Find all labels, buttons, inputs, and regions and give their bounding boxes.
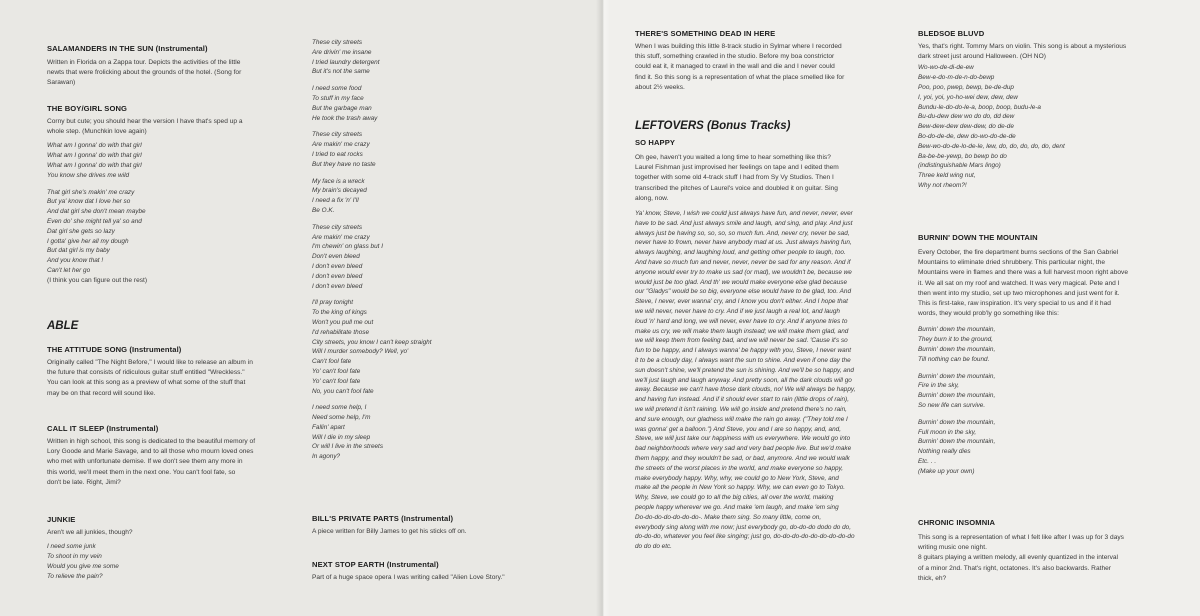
text-line: Burnin' down the mountain, (918, 418, 996, 426)
attitude-section (47, 345, 253, 399)
text-line: fun to be happy, and I always wanna' be happy with you, Steve, I never want (635, 347, 852, 355)
text-line: Burnin' down the mountain, (918, 326, 996, 334)
text-line: Lory Goode and Marie Savage, and to all those who mourn loved ones (47, 448, 254, 456)
callitsleep-section (47, 424, 255, 488)
song-note: A piece written for Billy James to get his sticks off on. (312, 528, 467, 535)
text-line: Bundu-le-do-do-le-a, boop, boop, budu-le-a (918, 103, 1041, 111)
lyrics-stanza (635, 209, 855, 552)
song-note (47, 358, 253, 399)
song-note (918, 533, 1124, 584)
somethingdead-section (635, 29, 844, 93)
text-line: Written in high school, this song is dedicated to the beautiful memory of (47, 438, 256, 445)
text-line: we will pretend it isn't raining. We will go inside and pretend there's no rain, (635, 405, 847, 413)
song-note (47, 117, 243, 137)
text-line: Ba-be-be-yewp, bo bewp bo do (918, 152, 1007, 160)
boygirl-section (47, 104, 243, 286)
text-line: Yes, that's right. Tommy Mars on violin. This song is about a mysterious (918, 43, 1127, 50)
text-line: Steve, we will just take our happiness with us everywhere. We would go into (635, 435, 851, 443)
text-line: of a minor 2nd. That's right, octatones. It's also backwards. Rather (918, 564, 1111, 572)
text-line: But the garbage man (312, 104, 372, 112)
text-line: Laurel Fishman just improvised her feelings on tape and I edited them (635, 164, 839, 172)
text-line: the streets of the worst places in the world, and make everyone so happy, (635, 464, 844, 472)
album-title: ABLE (47, 320, 79, 332)
text-line: do do do etc. (635, 543, 672, 551)
text-line: Till nothing can be found. (918, 355, 990, 363)
text-line: You can look at this song as a preview of what some of the stuff that (47, 379, 246, 387)
text-line: was gonna' get a balloon.") And Steve, you and I are so happy, and, and, (635, 425, 842, 433)
text-line: I need a fix 'n' I'll (312, 197, 359, 205)
song-title: SO HAPPY (635, 138, 676, 147)
text-line: Need some help, I'm (312, 414, 371, 422)
text-line: And you know that ! (47, 257, 104, 265)
song-note (47, 58, 241, 89)
text-line: These city streets (312, 223, 363, 231)
text-line: everybody sing along with me now; just everybody go, do-do-do dodo do do, (635, 523, 851, 531)
text-line: about 2½ weeks. (635, 83, 685, 91)
text-line: the future that consists of ridiculous guitar stuff entitled "Wreckless." (47, 369, 245, 377)
text-line: That girl she's makin' me crazy (47, 188, 135, 196)
text-line: Are drivin' me insane (312, 48, 372, 56)
text-line: Are makin' me crazy (312, 141, 370, 149)
text-line: make all the people in New York so happy. Why, we can even go to Tokyo. (635, 484, 846, 492)
text-line: Nothing really dies (918, 448, 971, 456)
text-line: Why, Steve, we could go to all the big cities, all over the world, making (635, 494, 834, 502)
text-line: I need some food (312, 85, 362, 93)
song-aside: (I think you can figure out the rest) (47, 276, 148, 284)
album-heading-able (47, 319, 78, 333)
lyrics-stanza (47, 141, 243, 180)
text-line: I gotta' give her all my dough (47, 237, 129, 245)
song-title: CHRONIC INSOMNIA (918, 518, 996, 527)
song-note: Part of a huge space opera I was writing called "Alien Love Story." (312, 574, 505, 581)
text-line: Steve, I never, ever wanna' cry, and I know you don't either. And I hope that (635, 298, 848, 306)
sohappy-section (635, 138, 855, 552)
text-line: My face is a wreck (312, 177, 365, 185)
text-line: I need some help, I (312, 404, 367, 412)
text-line: And have so much fun and never, never, never be sad for any reason. And if (635, 259, 851, 266)
lyrics-stanza (312, 298, 432, 396)
song-title: THERE'S SOMETHING DEAD IN HERE (635, 29, 776, 38)
text-line: Full moon in the sky, (918, 428, 977, 436)
text-line: I tried laundry detergent (312, 58, 380, 66)
text-line: Bew-wo-do-de-lo-de-le, lew, do, do, do, do, do, dent (918, 142, 1065, 150)
text-line: dark street just around Halloween. (OH NO) (918, 53, 1046, 61)
lyrics-stanza (918, 325, 1128, 364)
text-line: What am I gonna' do with that girl (47, 142, 142, 150)
right-page (603, 0, 1200, 616)
text-line: But dat girl is my baby (47, 247, 110, 255)
text-line: 8 guitars playing a written melody, all evenly quantized in the interval (918, 554, 1118, 562)
text-line: make us cry, we will make them laugh instead; we will make them glad, and (635, 327, 849, 335)
text-line: And dat girl she don't mean maybe (47, 208, 146, 216)
text-line: But ya' know dat I love her so (47, 198, 131, 206)
text-line: along, now. (635, 194, 669, 202)
lyrics-stanza (312, 403, 432, 462)
text-line: I tried to eat rocks (312, 150, 363, 158)
text-line: do-do-do, whatever you feel like singing; just go, do-do-do-do-do-do-do-do-do (635, 533, 855, 541)
text-line: I'd rehabilitate those (312, 328, 369, 336)
nextstop-section (312, 560, 505, 583)
text-line: They burn it to the ground, (918, 336, 993, 344)
text-line: together with some old 4-track stuff I had from Sy Vy Studios. Then I (635, 174, 834, 182)
text-line: Can't let her go (47, 266, 91, 274)
text-line: No, you can't fool fate (312, 387, 374, 395)
text-line: who met with unfortunate demise. If we don't see them any more in (47, 458, 243, 466)
song-note (918, 42, 1126, 62)
text-line: we'll just laugh and laugh anyway. And pretty soon, all the dark clouds will go (635, 376, 852, 384)
text-line: In agony? (312, 453, 341, 461)
lyrics-stanza (312, 38, 432, 77)
song-title: NEXT STOP EARTH (Instrumental) (312, 560, 439, 569)
text-line: never have to frown, never have anybody mad at us. Just always having fun, (635, 239, 852, 247)
text-line: and sure enough, our gladness will make the rain go away. ("They told me I (635, 415, 848, 423)
text-line: This is first-take, raw inspiration. It's very special to us and if it had (918, 300, 1111, 308)
text-line: So new life can survive. (918, 402, 986, 409)
junkie-lyrics-continued (312, 38, 432, 462)
text-line: I don't even bleed (312, 272, 363, 280)
lyrics-stanza (312, 177, 432, 216)
text-line: don't be late. Right, Jimi? (47, 478, 121, 486)
text-line: bad neighborhoods where very sad and very bad people live. But we'd make (635, 445, 852, 453)
song-title: CALL IT SLEEP (Instrumental) (47, 424, 159, 433)
text-line: newts that were frolicking about the grounds of the hotel. (Song for (47, 69, 242, 77)
text-line: Mountains were in flames and there was a full harvest moon right above (918, 269, 1129, 277)
text-line: I, yoi, yoi, yo-ho-wei dew, dew, dew (918, 93, 1018, 101)
salamanders-section (47, 44, 241, 89)
bledsoe-section (918, 29, 1126, 191)
lyrics-stanza (312, 223, 432, 292)
text-line: them happy, and they wouldn't be sad, or bad, anymore. And we would walk (635, 454, 850, 462)
junkie-section (47, 515, 133, 581)
text-line: (Make up your own) (918, 467, 975, 475)
text-line: My brain's decayed (312, 187, 367, 195)
song-note (635, 153, 855, 204)
text-line: sun doesn't shine, we'll pretend the sun is shining. And we'll be so happy, and (635, 366, 854, 374)
text-line: make everybody happy. Why, why, we could go to New York, Steve, and (635, 474, 839, 482)
text-line: This song is a representation of what I felt like after I was up for 3 days (918, 534, 1124, 541)
song-title: THE BOY/GIRL SONG (47, 104, 128, 113)
text-line: To relieve the pain? (47, 572, 103, 580)
text-line: always laughing, and laughing loud, and getting other people to laugh, too. (635, 249, 846, 257)
text-line: (indistinguishable Mars lingo) (918, 162, 1001, 170)
song-title: SALAMANDERS IN THE SUN (Instrumental) (47, 44, 208, 53)
text-line: Every October, the fire department burns sections of the San Gabriel (918, 249, 1119, 256)
song-note: Aren't we all junkies, though? (47, 529, 133, 536)
song-title: JUNKIE (47, 515, 76, 524)
text-line: could eat it, it managed to crawl in the wall and die and I never could (635, 63, 835, 71)
text-line: Would you give me some (47, 562, 119, 570)
text-line: this world, we'll meet them in the next one. You can't fool fate, so (47, 468, 236, 476)
text-line: Yo' can't fool fate (312, 367, 361, 375)
page-fold (596, 0, 610, 616)
text-line: I'm chewin' on glass but I (312, 243, 383, 251)
text-line: Sarawan) (47, 79, 76, 87)
text-line: it. We all sat on my roof and watched. It was very magical. Pete and I (918, 279, 1120, 287)
text-line: Won't you pull me out (312, 318, 374, 326)
text-line: To the king of kings (312, 309, 367, 317)
text-line: this stuff, something crawled in the studio. Before my boa constrictor (635, 53, 835, 61)
text-line: Burnin' down the mountain, (918, 346, 996, 354)
text-line: I don't even bleed (312, 262, 363, 270)
text-line: Wo-wo-de-di-de-ew (918, 64, 974, 72)
text-line: But they have no taste (312, 160, 376, 168)
text-line: These city streets (312, 39, 363, 46)
text-line: To shoot in my vein (47, 553, 102, 560)
text-line: When I was building this little 8-track studio in Sylmar where I recorded (635, 43, 842, 50)
text-line: always just be having so, so, so, so much fun. And, never cry, never be sad, (635, 229, 850, 237)
text-line: Etc. . . (918, 457, 937, 465)
text-line: we will never, never have to cry. And if we just laugh a real lot, and laugh (635, 307, 840, 315)
lyrics-stanza (918, 63, 1126, 190)
song-title: BURNIN' DOWN THE MOUNTAIN (918, 233, 1038, 242)
text-line: Burnin' down the mountain, (918, 372, 996, 380)
song-title: THE ATTITUDE SONG (Instrumental) (47, 345, 182, 354)
text-line: people happy wherever we go. And make 'em laugh, and make 'em sing (635, 503, 839, 511)
text-line: Dat girl she gets so lazy (47, 227, 115, 235)
text-line: What am I gonna' do with that girl (47, 152, 142, 160)
text-line: would just be too glad. And th' we would make everyone else glad because (635, 278, 848, 286)
text-line: Poo, poo, pwep, bewp, be-de-dup (918, 84, 1014, 91)
text-line: away. Because we can't have those dark clouds, no! We will always be happy, (635, 386, 856, 394)
text-line: and having fun instead. And if it should ever start to rain (little drops of rain), (635, 396, 849, 404)
text-line: Bo-do-de-de, dew do-wo-do-de-de (918, 132, 1016, 140)
song-note (918, 248, 1128, 319)
song-note (635, 42, 844, 93)
text-line: transcribed the pitches of Laurel's voice and doubled it on guitar. Sing (635, 184, 838, 192)
text-line: Written in Florida on a Zappa tour. Depicts the activities of the little (47, 59, 241, 66)
text-line: loud 'n' hard and long, we will never, ever have to cry. And if anyone tries to (635, 317, 848, 325)
billsprivate-section (312, 514, 467, 537)
text-line: Don't even bleed (312, 253, 360, 261)
text-line: Do-do-do-do-do-do-do-. Make them sing. So many little, come on, (635, 513, 822, 521)
text-line: But it's not the same (312, 68, 370, 76)
text-line: Corny but cute; you should hear the version I have that's sped up a (47, 118, 243, 125)
lyrics-stanza (312, 84, 432, 123)
lyrics-stanza (918, 372, 1128, 411)
insomnia-section (918, 518, 1124, 584)
album-heading-leftovers (635, 119, 791, 133)
text-line: find it. So this song is a representation of what the place smelled like for (635, 73, 845, 81)
text-line: I need some junk (47, 543, 96, 551)
text-line: words, they would prob'ly go something like this: (918, 310, 1059, 318)
text-line: Originally called "The Night Before," I would like to release an album in (47, 359, 253, 366)
text-line: Bew-dew-dew dew-dew, do de-de (918, 123, 1014, 131)
text-line: Oh gee, haven't you waited a long time to hear something like this? (635, 154, 831, 161)
text-line: He took the trash away (312, 114, 378, 122)
text-line: Fire in the sky, (918, 382, 960, 390)
text-line: our "Gladys" would be so big, everyone else would have to be glad, too. And (635, 288, 852, 296)
text-line: Burnin' down the mountain, (918, 392, 996, 400)
lyrics-stanza (47, 188, 243, 276)
text-line: anyone would ever try to make us sad (or mad), we wouldn't be, because we (635, 268, 852, 276)
burnin-section (918, 233, 1128, 477)
text-line: thick, eh? (918, 574, 947, 582)
text-line: These city streets (312, 131, 363, 139)
lyrics-stanza (312, 130, 432, 169)
text-line: Why not rheom?! (918, 181, 967, 189)
text-line: Even do' she might tell ya' so and (47, 217, 142, 225)
text-line: I don't even bleed (312, 282, 363, 290)
text-line: Will I die in my sleep (312, 433, 371, 441)
text-line: You know she drives me wild (47, 171, 130, 179)
text-line: To stuff in my face (312, 94, 364, 102)
text-line: Mountains to eliminate dried shrubbery. This particular night, the (918, 259, 1106, 267)
text-line: Ya' know, Steve, I wish we could just always have fun, and never, never, ever (635, 210, 853, 218)
lyrics-stanza (918, 418, 1128, 477)
text-line: Be O.K. (312, 206, 335, 214)
text-line: Fallin' apart (312, 423, 345, 431)
text-line: Will I murder somebody? Well, yo' (312, 348, 409, 356)
text-line: may be on that record will sound like. (47, 389, 156, 397)
album-title: LEFTOVERS (Bonus Tracks) (635, 120, 791, 132)
text-line: Bew-e-do-m-de-n-do-bewp (918, 74, 995, 82)
text-line: Bu-du-dew dew wo do do, dd dew (918, 113, 1015, 121)
text-line: Yo' can't fool fate (312, 377, 361, 385)
song-note (47, 437, 255, 488)
text-line: What am I gonna' do with that girl (47, 162, 142, 169)
song-title: BLEDSOE BLUVD (918, 29, 985, 38)
text-line: Are makin' me crazy (312, 233, 370, 241)
text-line: City streets, you know I can't keep straight (312, 338, 432, 346)
text-line: Burnin' down the mountain, (918, 438, 996, 446)
text-line: it to be a cloudy day, I always want the sun to shine. And even if one day the (635, 356, 851, 364)
text-line: we will keep them from feeling bad, and we will never be sad. 'Cause it's so (635, 337, 848, 345)
text-line: writing music one night. (918, 544, 987, 552)
text-line: whole step. (Munchkin love again) (47, 128, 147, 136)
text-line: then went into my studio, set up two microphones and just went for it. (918, 289, 1120, 297)
text-line: have to be sad. And just always smile and laugh, and sing, and play. And just (635, 219, 853, 227)
text-line: Three keld wing nut, (918, 172, 976, 180)
song-title: BILL'S PRIVATE PARTS (Instrumental) (312, 514, 454, 523)
lyrics-stanza (47, 542, 133, 581)
text-line: Can't fool fate (312, 358, 352, 366)
text-line: Or will I live in the streets (312, 443, 384, 451)
text-line: I'll pray tonight (312, 299, 354, 307)
